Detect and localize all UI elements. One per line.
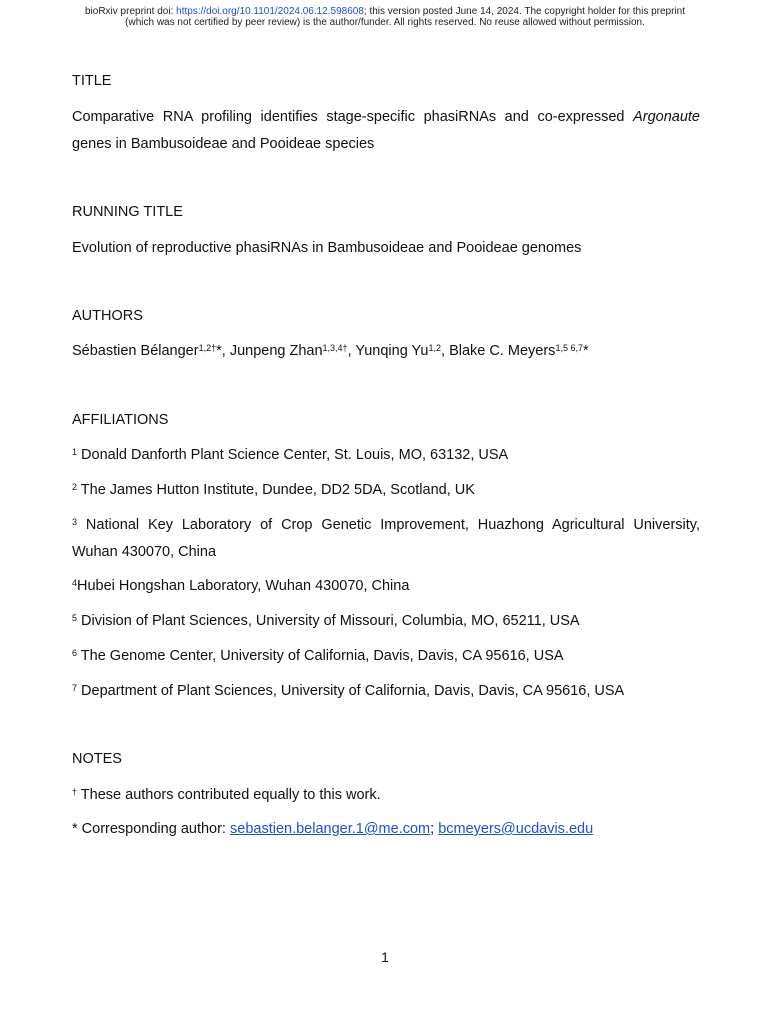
dagger-mark: † <box>72 787 78 797</box>
title-italic: Argonaute <box>633 109 700 125</box>
affiliation-7 <box>72 678 700 705</box>
doi-link[interactable]: https://doi.org/10.1101/2024.06.12.598608 <box>176 6 364 17</box>
title-text: Comparative RNA profiling identifies stage-specific phasiRNAs and co-expressed <box>72 109 634 125</box>
affiliation-text: The Genome Center, University of California, Davis, Davis, CA 95616, USA <box>80 648 564 664</box>
title-heading: TITLE <box>72 73 112 89</box>
author-1 <box>72 343 230 359</box>
affiliation-num: 7 <box>72 683 78 693</box>
author-2 <box>230 343 356 359</box>
page-number: 1 <box>381 949 389 965</box>
affiliation-4 <box>72 573 700 600</box>
affiliation-3 <box>72 512 700 539</box>
affiliation-5 <box>72 608 700 635</box>
equal-contribution-note <box>72 782 700 809</box>
author-sup: 1,2† <box>198 343 217 353</box>
affiliation-6 <box>72 643 700 670</box>
article-title-line-1 <box>72 104 700 131</box>
affiliation-num: 2 <box>72 482 78 492</box>
affiliation-num: 4 <box>72 578 78 588</box>
author-name: Junpeng Zhan <box>229 343 323 359</box>
affiliation-num: 3 <box>72 517 78 527</box>
affiliation-text: The James Hutton Institute, Dundee, DD2 5DA, Scotland, UK <box>80 482 475 498</box>
affiliation-text: Division of Plant Sciences, University of Missouri, Columbia, MO, 65211, USA <box>81 613 580 629</box>
running-title-text: Evolution of reproductive phasiRNAs in Bambusoideae and Pooideae genomes <box>72 240 582 256</box>
header-prefix: bioRxiv preprint doi: <box>84 6 177 17</box>
author-sup: 1,5 6,7 <box>555 343 583 353</box>
author-sep: * <box>582 343 589 359</box>
running-title-heading: RUNNING TITLE <box>72 204 183 220</box>
author-sup: 1,3,4† <box>322 343 348 353</box>
header-line-2: (which was not certified by peer review) is the author/funder. All rights reserved. No reuse allowed without permission. <box>125 17 645 28</box>
affiliation-1 <box>72 442 700 469</box>
affiliation-num: 1 <box>72 447 78 457</box>
email-link-belanger[interactable]: sebastien.belanger.1@me.com <box>230 821 431 837</box>
author-sep: , <box>347 343 356 359</box>
corresponding-author-note <box>72 816 700 843</box>
preprint-header <box>0 6 770 28</box>
equal-contribution-text: These authors contributed equally to this work. <box>80 787 381 803</box>
author-name: Blake C. Meyers <box>449 343 556 359</box>
author-name: Sébastien Bélanger <box>72 343 199 359</box>
affiliation-text: Donald Danforth Plant Science Center, St. Louis, MO, 63132, USA <box>81 447 509 463</box>
author-name: Yunqing Yu <box>355 343 429 359</box>
affiliation-num: 6 <box>72 648 78 658</box>
author-3 <box>355 343 449 359</box>
affiliation-3-cont: Wuhan 430070, China <box>72 544 217 560</box>
affiliation-num: 5 <box>72 613 78 623</box>
affiliations-heading: AFFILIATIONS <box>72 412 169 428</box>
author-sup: 1,2 <box>428 343 441 353</box>
affiliation-text: National Key Laboratory of Crop Genetic Improvement, Huazhong Agricultural University, <box>85 517 700 533</box>
author-4 <box>449 343 589 359</box>
email-separator: ; <box>430 821 439 837</box>
author-list <box>72 338 700 365</box>
authors-heading: AUTHORS <box>72 308 143 324</box>
header-line-1 <box>0 6 770 17</box>
author-sep: , <box>441 343 450 359</box>
corresponding-label: * Corresponding author: <box>72 821 230 837</box>
header-suffix: ; this version posted June 14, 2024. The copyright holder for this preprint <box>363 6 686 17</box>
article-title-line-2: genes in Bambusoideae and Pooideae species <box>72 136 375 152</box>
affiliation-2 <box>72 477 700 504</box>
affiliation-text: Department of Plant Sciences, University of California, Davis, Davis, CA 95616, USA <box>81 683 625 699</box>
author-sep: *, <box>216 343 230 359</box>
email-link-meyers[interactable]: bcmeyers@ucdavis.edu <box>438 821 594 837</box>
notes-heading: NOTES <box>72 751 122 767</box>
affiliation-text: Hubei Hongshan Laboratory, Wuhan 430070, China <box>77 578 410 594</box>
